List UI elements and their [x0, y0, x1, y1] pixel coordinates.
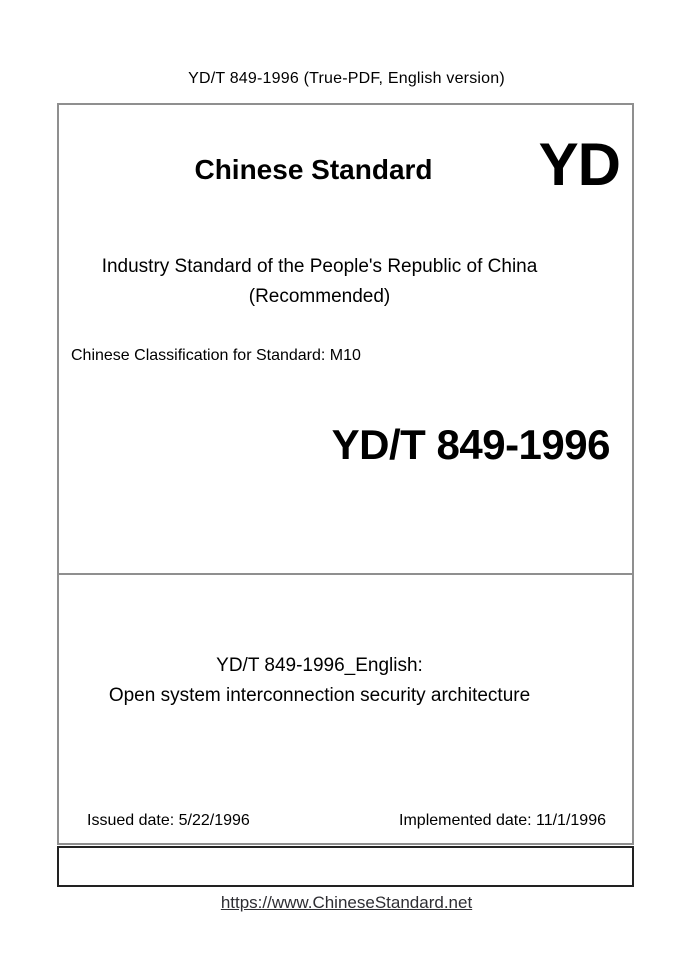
cover-box — [57, 103, 634, 845]
english-title-line-2: Open system interconnection security architecture — [108, 685, 531, 706]
website-link[interactable]: https://www.ChineseStandard.net — [220, 893, 473, 912]
cover-bottom-section — [59, 575, 632, 843]
implemented-date: Implemented date: 11/1/1996 — [399, 812, 606, 829]
footer-link-row — [0, 893, 693, 913]
dates-row — [87, 812, 606, 830]
classification-line: Chinese Classification for Standard: M10 — [71, 347, 361, 364]
footer-empty-box — [57, 846, 634, 887]
cover-top-section — [59, 105, 632, 575]
standard-code: YD/T 849-1996 — [331, 421, 610, 468]
subtitle-line-2: (Recommended) — [248, 286, 391, 307]
cover-title: Chinese Standard — [194, 154, 433, 185]
subtitle-line-1: Industry Standard of the People's Republic of China — [101, 256, 538, 277]
issued-date: Issued date: 5/22/1996 — [87, 812, 250, 829]
english-title-line-1: YD/T 849-1996_English: — [216, 655, 423, 676]
document-header-title: YD/T 849-1996 (True-PDF, English version) — [188, 70, 505, 87]
standard-body-logo: YD — [538, 131, 620, 198]
